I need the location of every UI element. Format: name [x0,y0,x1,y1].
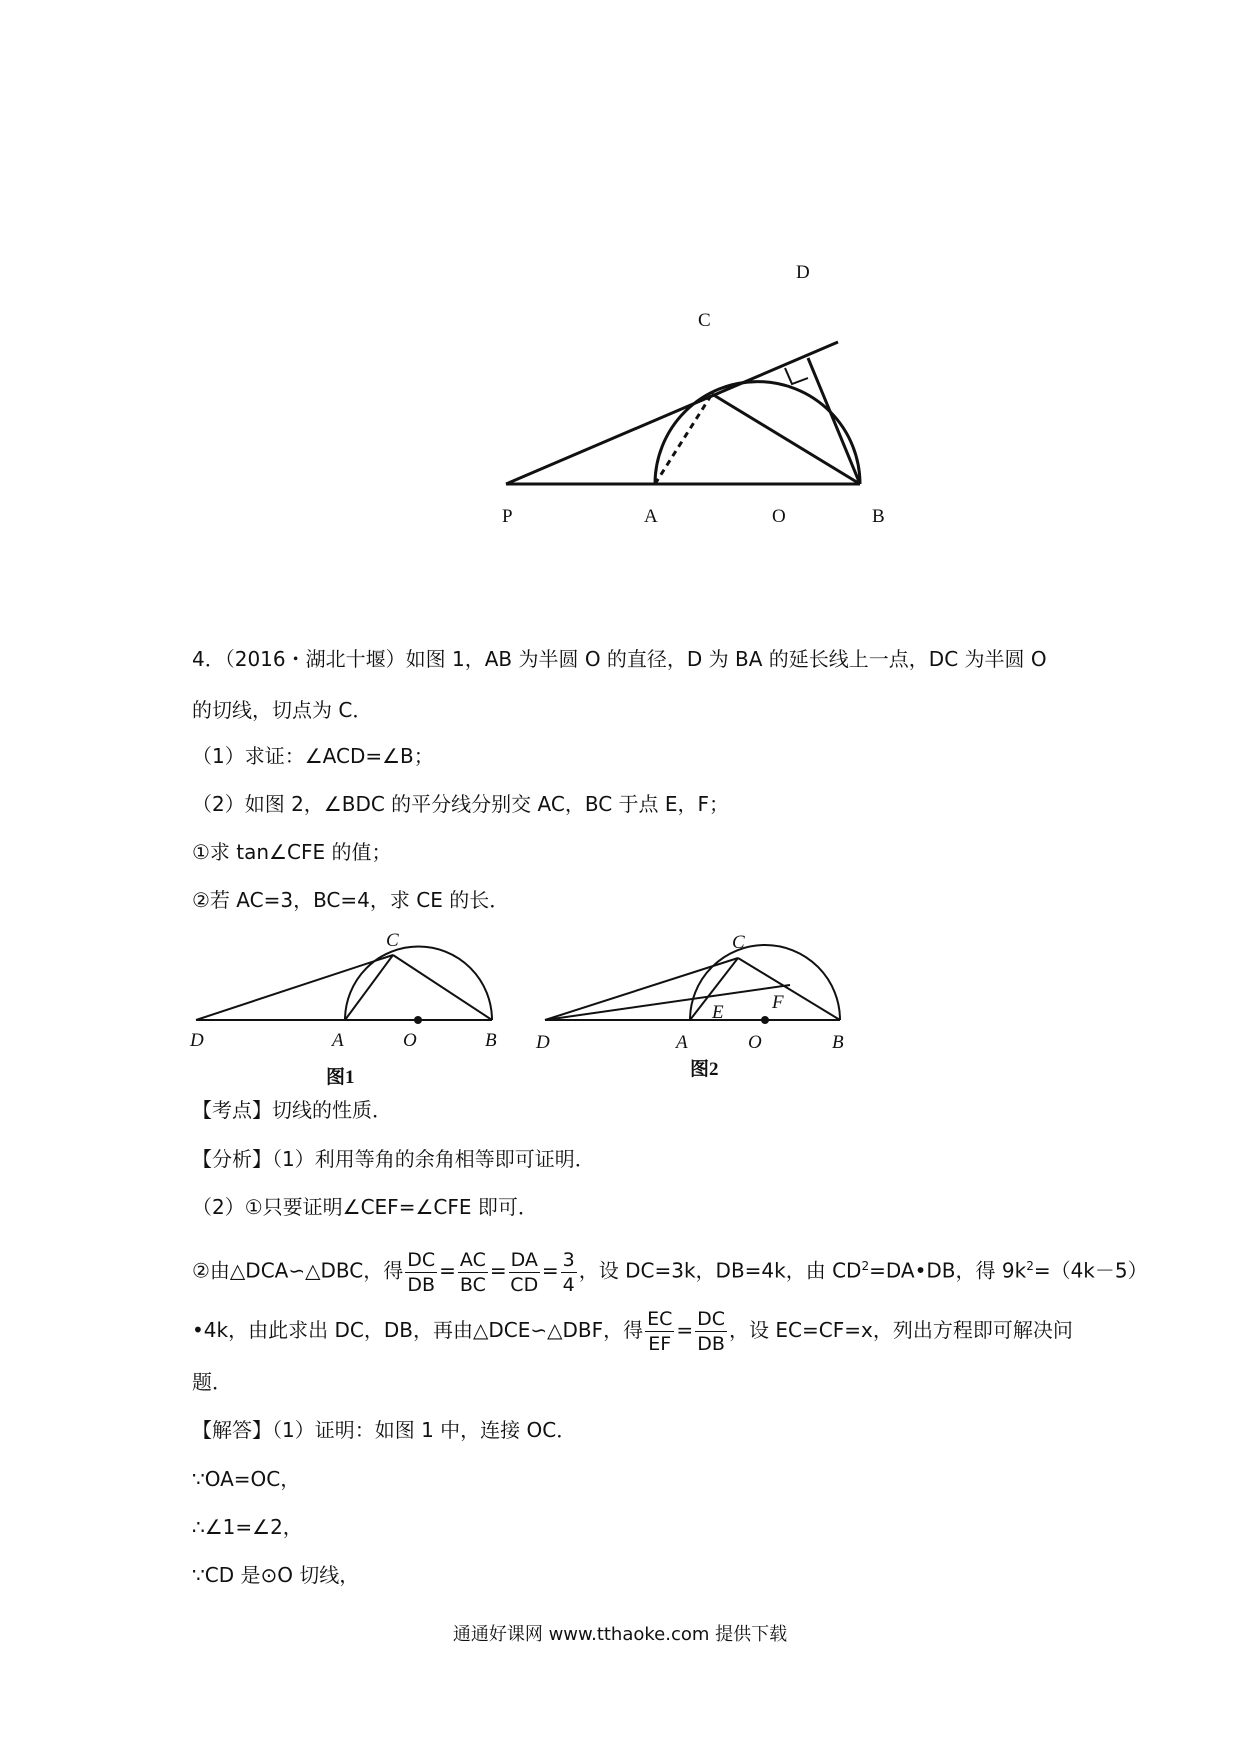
fig2-label-B: B [832,1032,844,1053]
label-A: A [644,506,658,527]
right-angle-mark [785,368,808,384]
fig2-label-D: D [536,1032,550,1053]
fig1-center-dot [414,1016,422,1024]
fig2-CB [738,958,840,1020]
fenxi: 【分析】（1）利用等角的余角相等即可证明． [192,1147,595,1171]
fig2-center-dot [761,1016,769,1024]
fig1-label-O: O [403,1030,417,1051]
step-1: ∵OA=OC， [192,1467,301,1491]
label-B: B [872,506,885,527]
kaodian: 【考点】切线的性质． [192,1098,392,1122]
label-C: C [698,310,711,331]
problem-question-2: ②若 AC=3，BC=4，求 CE 的长． [192,888,510,912]
fig2-DF [545,985,790,1020]
frac-da-cd: $\frac{DA}{CD}$ [510,1248,539,1296]
footer: 通通好课网 www.tthaoke.com 提供下载 [452,1624,788,1645]
fig2-label-A: A [676,1032,688,1053]
analysis-text-start: ②由△DCA∽△DBC，得 [192,1258,404,1283]
problem-line-1: 4．（2016・湖北十堰）如图 1，AB 为半圆 O 的直径，D 为 BA 的延长线上一点，DC 为半圆 O [192,647,1047,671]
fig1-label-C: C [386,930,399,951]
fig2-label-E: E [712,1002,724,1023]
fig1-arc [345,947,492,1021]
problem-part-1: （1）求证：∠ACD=∠B； [192,744,434,768]
frac-ac-bc: $\frac{AC}{BC}$ [459,1248,486,1296]
problem-question-1: ①求 tan∠CFE 的值； [192,840,392,864]
top-figure-drawing [0,0,1240,540]
fig1-caption: 图1 [326,1067,355,1088]
segment-DB [808,358,860,484]
tangent-line [506,342,838,484]
fig1-label-A: A [332,1030,344,1051]
fig2-label-O: O [748,1032,762,1053]
jieda: 【解答】（1）证明：如图 1 中，连接 OC． [192,1418,577,1442]
frac-ec-ef: $\frac{EC}{EF}$ [647,1308,673,1355]
fig1-label-D: D [190,1030,204,1051]
fig2-label-F: F [772,992,784,1013]
label-O: O [772,506,786,527]
fenxi-2: （2）①只要证明∠CEF=∠CFE 即可． [192,1195,538,1219]
frac-3-4: $\frac{3}{4}$ [562,1248,575,1296]
fig1-DC [196,955,393,1020]
analysis-line-fractions: ②由△DCA∽△DBC，得 $\frac{DC}{DB}$ = $\frac{AC}{BC}$ = $\frac{DA}{CD}$ = $\frac{3}{4}$ ，设 DC=3k，DB=4k，由 $CD^2=DA•DB$，得 $9k^2=(4k-5)$ [192,1248,1148,1296]
frac-dc-db-2: $\frac{DC}{DB}$ [697,1308,726,1355]
step-2: ∴∠1=∠2， [192,1515,303,1539]
analysis-line-end: 题． [192,1370,232,1394]
figures-drawing [0,920,1240,1080]
fig2-label-C: C [732,932,745,953]
fig2-DC [545,958,738,1020]
frac-dc-db: $\frac{DC}{DB}$ [407,1248,436,1296]
problem-part-2: （2）如图 2，∠BDC 的平分线分别交 AC，BC 于点 E，F； [192,792,730,816]
fig1-CB [393,955,492,1020]
step-3: ∵CD 是⊙O 切线， [192,1563,360,1587]
segment-CB [712,394,860,484]
fig2-caption: 图2 [690,1059,719,1080]
label-P: P [502,506,513,527]
problem-line-2: 的切线，切点为 C． [192,698,373,722]
label-D: D [796,262,810,283]
analysis-line-fractions-2: •4k，由此求出 DC，DB，再由△DCE∽△DBF，得 $\frac{EC}{EF}$ = $\frac{DC}{DB}$ ，设 EC=CF=x，列出方程即可解决问 [192,1308,1073,1355]
fig1-label-B: B [485,1030,497,1051]
